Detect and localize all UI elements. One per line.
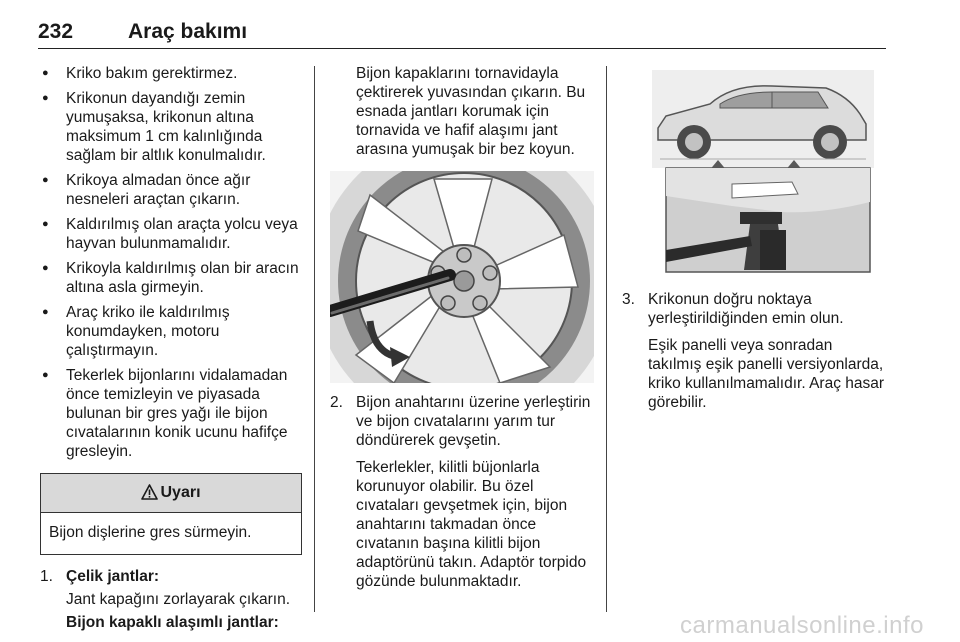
warning-text: Bijon dişlerine gres sürmeyin. <box>49 524 252 541</box>
warning-icon <box>141 484 158 500</box>
list-item: ● Kaldırılmış olan araçta yolcu veya hayvan bulunmamalıdır. <box>40 215 302 253</box>
chapter-title: Araç bakımı <box>128 20 248 43</box>
column-middle <box>330 64 596 599</box>
jack-position-illustration <box>622 64 886 278</box>
warning-header <box>41 474 301 513</box>
list-item: ● Krikoyla kaldırılmış olan bir aracın altına asla girmeyin. <box>40 259 302 297</box>
step-1 <box>40 567 302 632</box>
wheel-bolt-illustration <box>330 171 594 383</box>
precaution-list <box>40 64 302 461</box>
step-text: Bijon anahtarını üzerine yerleştirin ve bijon cıvatalarını yarım tur döndürerek gevşetin. <box>356 394 591 449</box>
column-left <box>40 64 302 632</box>
step-text: Eşik panelli veya sonradan takılmış eşik panelli versiyonlarda, kriko kullanılmamalıdır. Araç hasar görebilir. <box>648 337 885 411</box>
page-header <box>38 18 886 49</box>
warning-box <box>40 473 302 555</box>
step-subtitle: Bijon kapaklı alaşımlı jantlar: <box>66 614 279 631</box>
step-2 <box>330 393 596 591</box>
list-item: ● Kriko bakım gerektirmez. <box>40 64 302 83</box>
list-item: ● Krikonun dayandığı zemin yumuşaksa, krikonun altına maksimum 1 cm kalınlığında sağlam bir altlık konulmalıdır. <box>40 89 302 165</box>
list-item: ● Krikoya almadan önce ağır nesneleri araçtan çıkarın. <box>40 171 302 209</box>
page-number: 232 <box>38 20 74 43</box>
column-divider <box>606 66 607 612</box>
step-text: Jant kapağını zorlayarak çıkarın. <box>66 591 291 608</box>
warning-title: Uyarı <box>160 484 201 501</box>
intro-paragraph: Bijon kapaklarını tornavidayla çektirerek yuvasından çıkarın. Bu esnada jantları korumak için tornavida ve hafif alaşımı jant arasına yumuşak bir bez koyun. <box>356 65 586 158</box>
step-text: Krikonun doğru noktaya yerleştirildiğinden emin olun. <box>648 291 844 327</box>
step-number: 2. <box>330 394 343 411</box>
list-item: ● Araç kriko ile kaldırılmış konumdayken, motoru çalıştırmayın. <box>40 303 302 360</box>
watermark: carmanualsonline.info <box>680 612 924 639</box>
step-number: 1. <box>40 568 53 585</box>
step-number: 3. <box>622 291 635 308</box>
step-title: Çelik jantlar: <box>66 568 160 585</box>
column-divider <box>314 66 315 612</box>
step-3 <box>622 290 886 412</box>
step-text: Tekerlekler, kilitli büjonlarla korunuyor olabilir. Bu özel cıvataları gevşetmek için, bijon anahtarını takmadan önce cıvatanın başına kilitli bijon adaptörünü takın. Adaptör torpido gözünde bulunmaktadır. <box>356 459 587 590</box>
list-item: ● Tekerlek bijonlarını vidalamadan önce temizleyin ve piyasada bulunan bir gres yağı ile bijon cıvatalarının konik ucunu hafifçe gresleyin. <box>40 366 302 461</box>
column-right <box>622 64 886 420</box>
